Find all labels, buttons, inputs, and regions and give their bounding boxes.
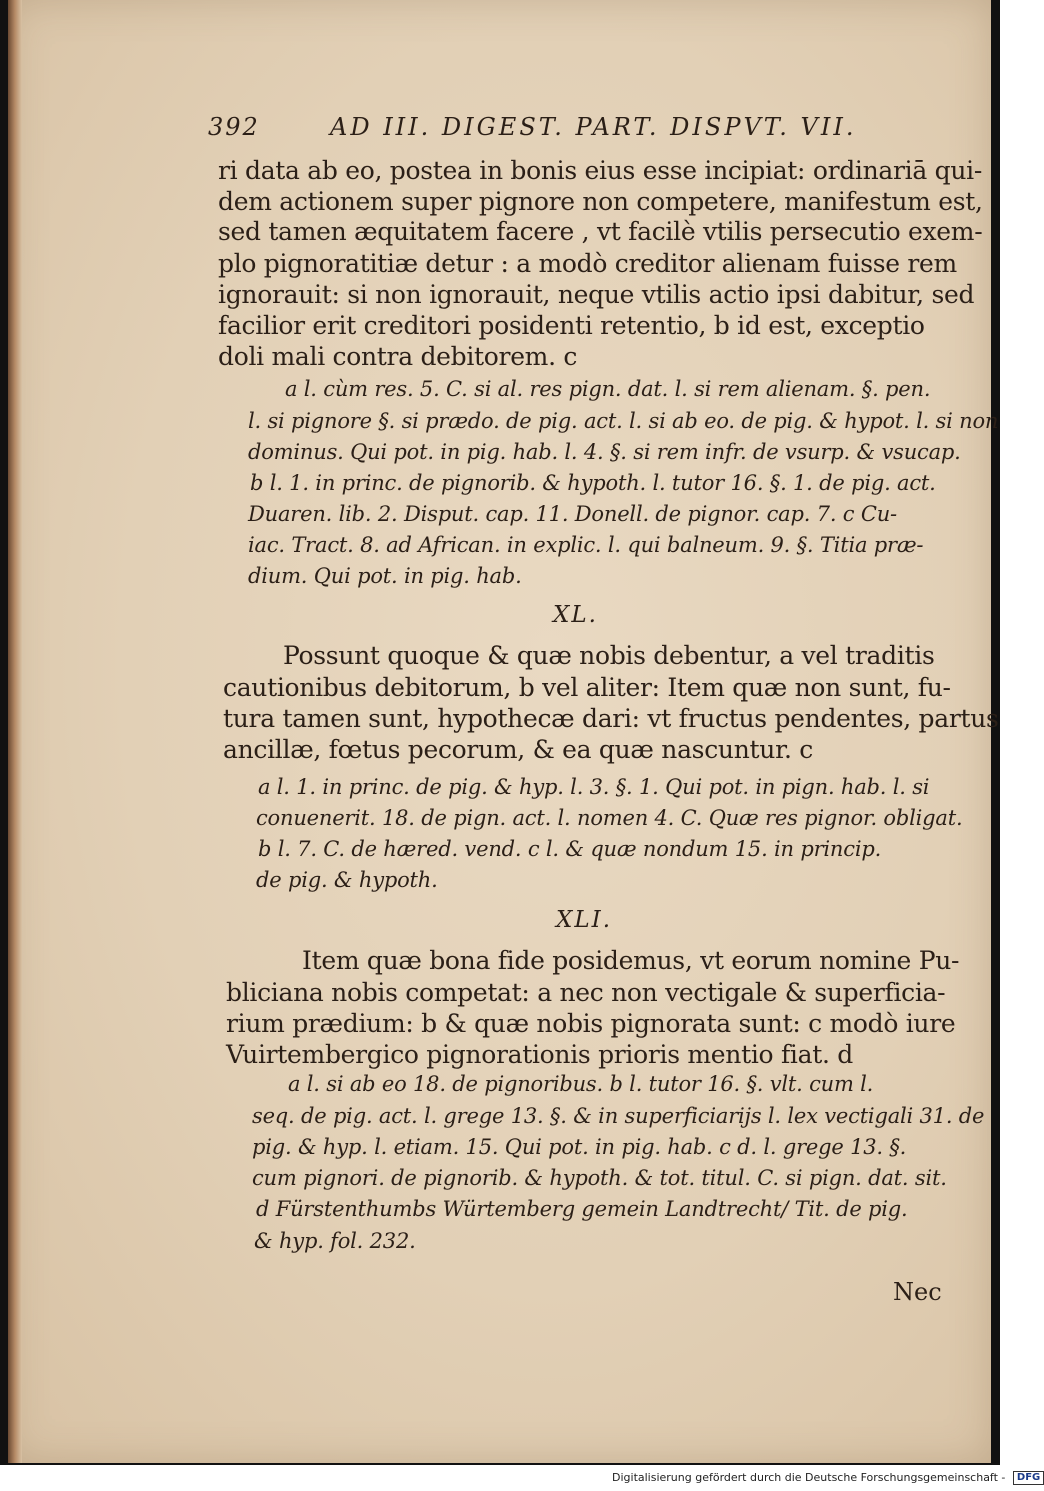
- body-line: Possunt quoque & quæ nobis debentur, a vel traditis: [283, 641, 935, 670]
- section-heading: XLI.: [556, 907, 613, 933]
- body-line: Item quæ bona fide posidemus, vt eorum nomine Pu-: [302, 946, 960, 975]
- running-head: AD III. DIGEST. PART. DISPVT. VII.: [330, 113, 857, 141]
- body-line: dem actionem super pignore non competere, manifestum est,: [218, 187, 983, 216]
- body-line: facilior erit creditori posidenti retentio, b id est, exceptio: [218, 311, 925, 340]
- body-line: doli mali contra debitorem. c: [218, 342, 578, 371]
- footnote-line: dium. Qui pot. in pig. hab.: [248, 564, 522, 588]
- dfg-logo: DFG: [1013, 1471, 1044, 1485]
- body-line: ancillæ, fœtus pecorum, & ea quæ nascuntur. c: [223, 735, 813, 764]
- footnote-line: a l. si ab eo 18. de pignoribus. b l. tutor 16. §. vlt. cum l.: [288, 1072, 874, 1096]
- body-line: ri data ab eo, postea in bonis eius esse incipiat: ordinariā qui-: [218, 156, 982, 185]
- footnote-line: b l. 1. in princ. de pignorib. & hypoth. l. tutor 16. §. 1. de pig. act.: [250, 471, 936, 495]
- footnote-line: & hyp. fol. 232.: [254, 1229, 416, 1253]
- body-line: rium prædium: b & quæ nobis pignorata sunt: c modò iure: [226, 1009, 956, 1038]
- digitization-credit: [612, 1471, 1044, 1485]
- footnote-line: l. si pignore §. si prædo. de pig. act. l. si ab eo. de pig. & hypot. l. si non: [248, 409, 999, 433]
- footnote-line: de pig. & hypoth.: [256, 868, 438, 892]
- body-line: sed tamen æquitatem facere , vt facilè vtilis persecutio exem-: [218, 217, 983, 246]
- credit-text: Digitalisierung gefördert durch die Deutsche Forschungsgemeinschaft -: [612, 1471, 1006, 1484]
- footnote-line: b l. 7. C. de hæred. vend. c l. & quæ nondum 15. in princip.: [258, 837, 882, 861]
- body-line: tura tamen sunt, hypothecæ dari: vt fructus pendentes, partus: [223, 704, 999, 733]
- footnote-line: d Fürstenthumbs Würtemberg gemein Landtrecht/ Tit. de pig.: [256, 1197, 908, 1221]
- page-number: 392: [208, 113, 260, 141]
- section-heading: XL.: [553, 602, 598, 628]
- body-line: cautionibus debitorum, b vel aliter: Item quæ non sunt, fu-: [223, 673, 951, 702]
- body-line: plo pignoratitiæ detur : a modò creditor alienam fuisse rem: [218, 249, 957, 278]
- footnote-line: seq. de pig. act. l. grege 13. §. & in superficiarijs l. lex vectigali 31. de: [252, 1104, 985, 1128]
- footnote-line: Duaren. lib. 2. Disput. cap. 11. Donell. de pignor. cap. 7. c Cu-: [248, 502, 897, 526]
- footnote-line: cum pignori. de pignorib. & hypoth. & tot. titul. C. si pign. dat. sit.: [252, 1166, 947, 1190]
- body-line: bliciana nobis competat: a nec non vectigale & superficia-: [226, 978, 946, 1007]
- footnote-line: pig. & hyp. l. etiam. 15. Qui pot. in pig. hab. c d. l. grege 13. §.: [252, 1135, 907, 1159]
- page-gutter: [8, 0, 22, 1463]
- footnote-line: conuenerit. 18. de pign. act. l. nomen 4. C. Quæ res pignor. obligat.: [256, 806, 963, 830]
- footnote-line: a l. 1. in princ. de pig. & hyp. l. 3. §. 1. Qui pot. in pign. hab. l. si: [258, 775, 930, 799]
- body-line: ignorauit: si non ignorauit, neque vtilis actio ipsi dabitur, sed: [218, 280, 975, 309]
- footnote-line: dominus. Qui pot. in pig. hab. l. 4. §. si rem infr. de vsurp. & vsucap.: [248, 440, 961, 464]
- footnote-line: a l. cùm res. 5. C. si al. res pign. dat. l. si rem alienam. §. pen.: [285, 377, 931, 401]
- footnote-line: iac. Tract. 8. ad African. in explic. l. qui balneum. 9. §. Titia præ-: [248, 533, 924, 557]
- body-line: Vuirtembergico pignorationis prioris mentio fiat. d: [226, 1040, 853, 1069]
- catchword: Nec: [893, 1278, 942, 1306]
